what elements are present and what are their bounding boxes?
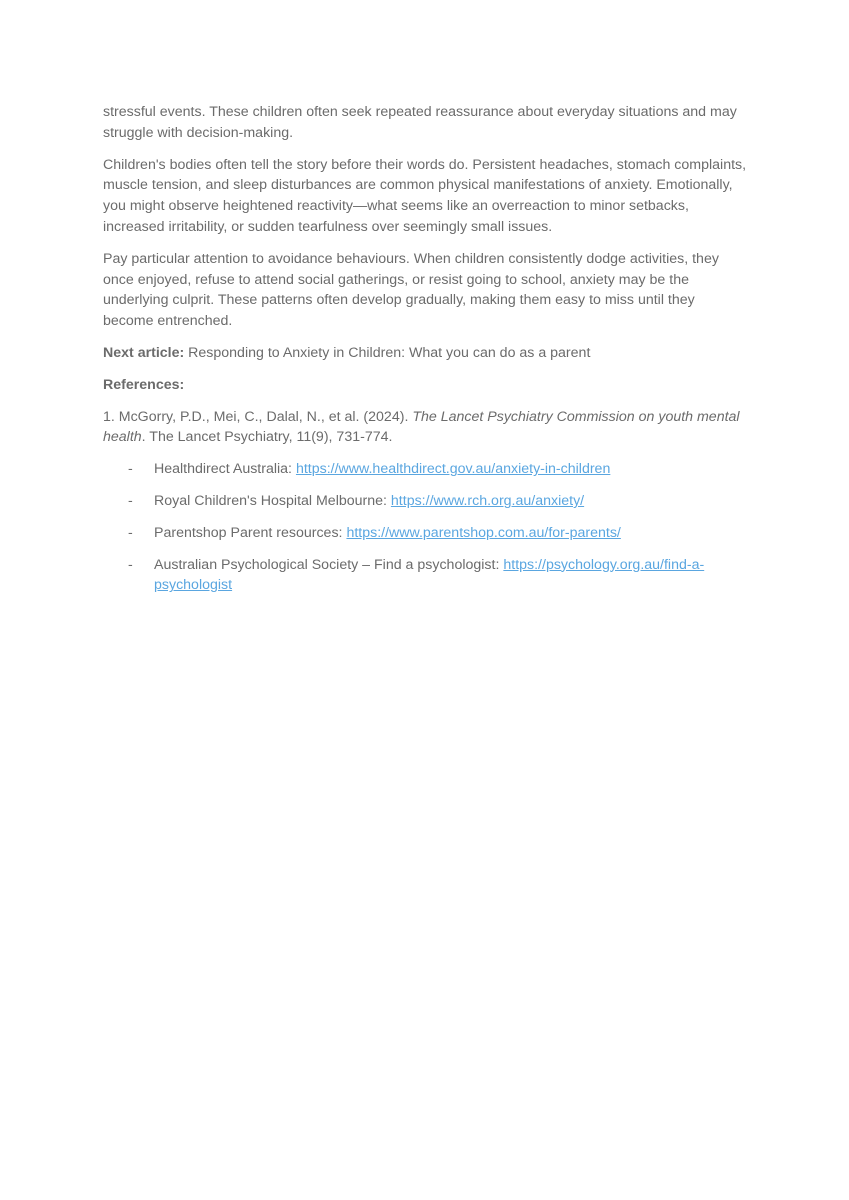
reference-link-aps[interactable]: https://psychology.org.au/find-a-psychologist xyxy=(154,556,705,594)
next-article-label: Next article: xyxy=(103,344,185,361)
reference-label: Royal Children's Hospital Melbourne: xyxy=(154,492,391,509)
reference-label: Parentshop Parent resources: xyxy=(154,524,347,541)
citation-prefix: 1. McGorry, P.D., Mei, C., Dalal, N., et al. (2024). xyxy=(103,408,413,425)
paragraph-stressful-events: stressful events. These children often seek repeated reassurance about everyday situations and may struggle with decision-making. xyxy=(103,104,737,141)
reference-citation xyxy=(103,407,747,449)
citation-suffix: . The Lancet Psychiatry, 11(9), 731-774. xyxy=(141,429,393,446)
list-bullet: - xyxy=(128,492,133,509)
next-article-line xyxy=(103,343,747,364)
citation-title: The Lancet Psychiatry Commission on youth mental health xyxy=(103,408,740,446)
document-page xyxy=(103,102,747,607)
reference-item-aps xyxy=(103,555,747,597)
reference-link-healthdirect[interactable]: https://www.healthdirect.gov.au/anxiety-in-children xyxy=(295,461,611,478)
list-bullet: - xyxy=(128,556,133,573)
paragraph-avoidance: Pay particular attention to avoidance behaviours. When children consistently dodge activities, they once enjoyed, refuse to attend social gatherings, or resist going to school, anxiety may be the underlying culprit. These patterns often develop gradually, making them easy to miss until they become entrenched. xyxy=(103,250,719,330)
reference-item-healthdirect xyxy=(103,459,747,480)
list-bullet: - xyxy=(128,461,133,478)
reference-link-list xyxy=(103,459,747,596)
next-article-title: Responding to Anxiety in Children: What you can do as a parent xyxy=(184,344,591,361)
reference-label: Healthdirect Australia: xyxy=(154,461,296,478)
reference-link-parentshop[interactable]: https://www.parentshop.com.au/for-parents/ xyxy=(346,524,621,541)
reference-item-rch xyxy=(103,491,747,512)
reference-label: Australian Psychological Society – Find a psychologist: xyxy=(154,556,504,573)
reference-link-rch[interactable]: https://www.rch.org.au/anxiety/ xyxy=(390,492,585,509)
reference-item-parentshop xyxy=(103,523,747,544)
list-bullet: - xyxy=(128,524,133,541)
paragraph-physical-signs: Children's bodies often tell the story before their words do. Persistent headaches, stomach complaints, muscle tension, and sleep disturbances are common physical manifestations of anxiety. Emotionally, you might observe heightened reactivity—what seems like an overreaction to minor setbacks, increased irritability, or sudden tearfulness over seemingly small issues. xyxy=(103,156,747,235)
references-heading: References: xyxy=(103,376,185,393)
